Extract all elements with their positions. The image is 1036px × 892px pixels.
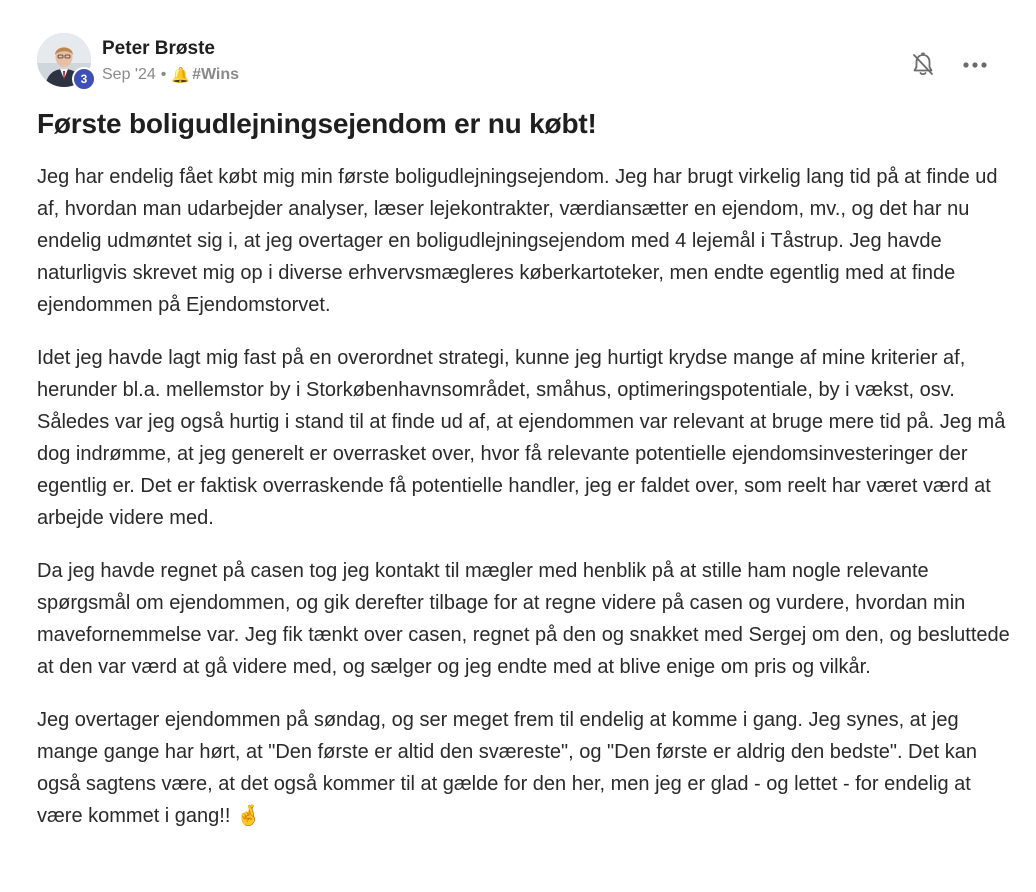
post-actions [907, 49, 991, 81]
post-paragraph: Da jeg havde regnet på casen tog jeg kontakt til mægler med henblik på at stille ham nogle relevante spørgsmål om ejendommen, og gik derefter tilbage for at regne videre på casen og vurdere, hvordan min mavefornemmelse var. Jeg fik tænkt over casen, regnet på den og snakket med Sergej om den, og besluttede at den var værd at gå videre med, og sælger og jeg endte med at blive enige om pris og vilkår. [37, 560, 1010, 678]
author-avatar[interactable] [37, 33, 91, 87]
post-date[interactable]: Sep '24 [102, 66, 156, 83]
post-header [37, 33, 1007, 93]
category-bell-icon: 🔔 [171, 67, 191, 84]
more-horizontal-icon [962, 61, 988, 69]
post-paragraph: Idet jeg havde lagt mig fast på en overordnet strategi, kunne jeg hurtigt krydse mange af mine kriterier af, herunder bl.a. mellemstor by i Storkøbenhavnsområdet, småhus, optimeringspotentiale, by i vækst, osv. Således var jeg også hurtig i stand til at finde ud af, at ejendommen var relevant at bruge mere tid på. Jeg må dog indrømme, at jeg generelt er overrasket over, hvor få relevante potentielle ejendomsinvesteringer der egentlig er. Det er faktisk overraskende få potentielle handler, jeg er faldet over, som reelt har været værd at arbejde videre med. [37, 347, 1006, 529]
notifications-toggle-button[interactable] [907, 49, 939, 81]
post-paragraph: Jeg har endelig fået købt mig min første boligudlejningsejendom. Jeg har brugt virkelig lang tid på at finde ud af, hvordan man udarbejder analyser, læser lejekontrakter, værdiansætter en ejendom, mv., og det har nu endelig udmøntet sig i, at jeg overtager en boligudlejningsejendom med 4 lejemål i Tåstrup. Jeg havde naturligvis skrevet mig op i diverse erhvervsmægleres køberkartoteker, men endte egentlig med at finde ejendommen på Ejendomstorvet. [37, 166, 998, 316]
post-paragraph: Jeg overtager ejendommen på søndag, og ser meget frem til endelig at komme i gang. Jeg synes, at jeg mange gange har hørt, at "Den første er altid den sværeste", og "Den første er aldrig den bedste". Det kan også sagtens være, at det også kommer til at gælde for den her, men jeg er glad - og lettet - for endelig at være kommet i gang!! 🤞 [37, 709, 977, 827]
meta-separator: • [160, 66, 167, 83]
bell-off-icon [911, 52, 935, 78]
post-meta [102, 66, 239, 84]
level-badge: 3 [72, 67, 96, 91]
author-name[interactable]: Peter Brøste [102, 38, 215, 59]
post-body [37, 161, 1012, 832]
post-title: Første boligudlejningsejendom er nu købt! [37, 108, 597, 139]
more-options-button[interactable] [959, 49, 991, 81]
post-category[interactable]: #Wins [192, 66, 240, 83]
